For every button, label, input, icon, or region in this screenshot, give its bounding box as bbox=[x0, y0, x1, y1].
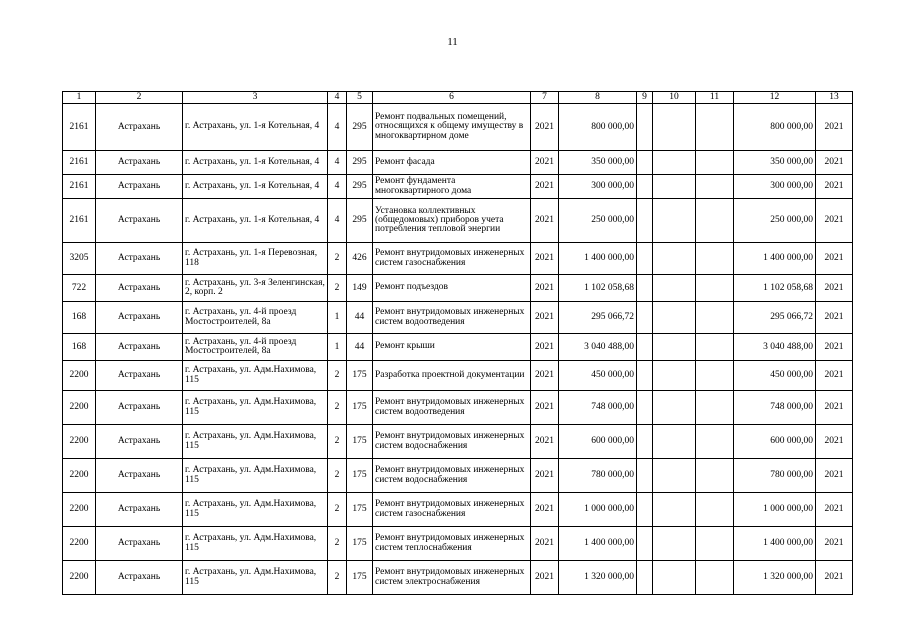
cell-object-id: 168 bbox=[63, 334, 96, 361]
table-row bbox=[63, 275, 853, 302]
cell-col9 bbox=[637, 493, 653, 527]
cell-col5: 175 bbox=[347, 561, 373, 595]
cell-end-year: 2021 bbox=[816, 561, 853, 595]
cell-col4: 2 bbox=[328, 275, 347, 302]
cell-object-id: 2200 bbox=[63, 361, 96, 391]
cell-end-year: 2021 bbox=[816, 175, 853, 199]
capital-repair-table bbox=[62, 91, 853, 595]
cell-col9 bbox=[637, 243, 653, 275]
cell-work-type: Ремонт фасада bbox=[373, 151, 531, 175]
cell-col11 bbox=[696, 151, 734, 175]
cell-address: г. Астрахань, ул. Адм.Нахимова, 115 bbox=[183, 391, 328, 425]
cell-address: г. Астрахань, ул. 3-я Зеленгинская, 2, корп. 2 bbox=[183, 275, 328, 302]
cell-year: 2021 bbox=[531, 391, 559, 425]
cell-col4: 2 bbox=[328, 561, 347, 595]
cell-col4: 2 bbox=[328, 243, 347, 275]
table-row bbox=[63, 361, 853, 391]
cell-col9 bbox=[637, 151, 653, 175]
cell-end-year: 2021 bbox=[816, 243, 853, 275]
table-row bbox=[63, 302, 853, 334]
cell-col5: 175 bbox=[347, 361, 373, 391]
cell-municipality: Астрахань bbox=[96, 561, 183, 595]
cell-col10 bbox=[653, 175, 696, 199]
table-row bbox=[63, 527, 853, 561]
table-row bbox=[63, 391, 853, 425]
cell-year: 2021 bbox=[531, 104, 559, 151]
cell-col5: 295 bbox=[347, 104, 373, 151]
cell-total: 1 000 000,00 bbox=[734, 493, 816, 527]
cell-address: г. Астрахань, ул. Адм.Нахимова, 115 bbox=[183, 493, 328, 527]
cell-municipality: Астрахань bbox=[96, 527, 183, 561]
cell-cost: 295 066,72 bbox=[559, 302, 637, 334]
cell-col11 bbox=[696, 104, 734, 151]
cell-total: 350 000,00 bbox=[734, 151, 816, 175]
table-row bbox=[63, 459, 853, 493]
cell-year: 2021 bbox=[531, 459, 559, 493]
cell-cost: 450 000,00 bbox=[559, 361, 637, 391]
cell-col5: 426 bbox=[347, 243, 373, 275]
cell-col11 bbox=[696, 527, 734, 561]
cell-year: 2021 bbox=[531, 243, 559, 275]
cell-work-type: Ремонт внутридомовых инженерных систем водоснабжения bbox=[373, 425, 531, 459]
table-row bbox=[63, 151, 853, 175]
cell-work-type: Ремонт крыши bbox=[373, 334, 531, 361]
cell-col10 bbox=[653, 425, 696, 459]
cell-col9 bbox=[637, 275, 653, 302]
cell-municipality: Астрахань bbox=[96, 175, 183, 199]
cell-address: г. Астрахань, ул. Адм.Нахимова, 115 bbox=[183, 425, 328, 459]
cell-col5: 44 bbox=[347, 334, 373, 361]
column-header-3: 3 bbox=[183, 92, 328, 104]
cell-col4: 2 bbox=[328, 425, 347, 459]
cell-end-year: 2021 bbox=[816, 275, 853, 302]
cell-object-id: 168 bbox=[63, 302, 96, 334]
header-row bbox=[63, 92, 853, 104]
cell-col5: 175 bbox=[347, 391, 373, 425]
cell-cost: 748 000,00 bbox=[559, 391, 637, 425]
cell-col11 bbox=[696, 425, 734, 459]
cell-municipality: Астрахань bbox=[96, 243, 183, 275]
cell-work-type: Разработка проектной документации bbox=[373, 361, 531, 391]
cell-object-id: 2200 bbox=[63, 493, 96, 527]
cell-cost: 1 102 058,68 bbox=[559, 275, 637, 302]
cell-work-type: Ремонт подъездов bbox=[373, 275, 531, 302]
cell-end-year: 2021 bbox=[816, 425, 853, 459]
cell-object-id: 722 bbox=[63, 275, 96, 302]
cell-work-type: Ремонт внутридомовых инженерных систем газоснабжения bbox=[373, 243, 531, 275]
cell-cost: 1 000 000,00 bbox=[559, 493, 637, 527]
cell-cost: 780 000,00 bbox=[559, 459, 637, 493]
cell-col11 bbox=[696, 561, 734, 595]
column-header-11: 11 bbox=[696, 92, 734, 104]
column-header-5: 5 bbox=[347, 92, 373, 104]
cell-total: 1 400 000,00 bbox=[734, 527, 816, 561]
cell-col9 bbox=[637, 425, 653, 459]
cell-col4: 2 bbox=[328, 361, 347, 391]
cell-col9 bbox=[637, 334, 653, 361]
cell-cost: 300 000,00 bbox=[559, 175, 637, 199]
cell-col10 bbox=[653, 302, 696, 334]
cell-total: 748 000,00 bbox=[734, 391, 816, 425]
cell-col11 bbox=[696, 175, 734, 199]
cell-work-type: Ремонт внутридомовых инженерных систем водоотведения bbox=[373, 391, 531, 425]
cell-col9 bbox=[637, 361, 653, 391]
cell-object-id: 2161 bbox=[63, 199, 96, 243]
cell-col5: 175 bbox=[347, 459, 373, 493]
table-body bbox=[63, 104, 853, 595]
cell-total: 295 066,72 bbox=[734, 302, 816, 334]
page-number: 11 bbox=[447, 36, 458, 48]
cell-year: 2021 bbox=[531, 302, 559, 334]
cell-year: 2021 bbox=[531, 561, 559, 595]
cell-year: 2021 bbox=[531, 334, 559, 361]
cell-object-id: 2200 bbox=[63, 527, 96, 561]
cell-work-type: Ремонт фундамента многоквартирного дома bbox=[373, 175, 531, 199]
table-row bbox=[63, 493, 853, 527]
cell-col5: 44 bbox=[347, 302, 373, 334]
cell-col11 bbox=[696, 243, 734, 275]
column-header-7: 7 bbox=[531, 92, 559, 104]
cell-year: 2021 bbox=[531, 425, 559, 459]
cell-municipality: Астрахань bbox=[96, 361, 183, 391]
cell-col9 bbox=[637, 302, 653, 334]
cell-end-year: 2021 bbox=[816, 334, 853, 361]
cell-end-year: 2021 bbox=[816, 459, 853, 493]
table-row bbox=[63, 425, 853, 459]
cell-col5: 295 bbox=[347, 175, 373, 199]
cell-address: г. Астрахань, ул. 1-я Котельная, 4 bbox=[183, 104, 328, 151]
cell-year: 2021 bbox=[531, 493, 559, 527]
cell-address: г. Астрахань, ул. Адм.Нахимова, 115 bbox=[183, 561, 328, 595]
cell-col9 bbox=[637, 527, 653, 561]
cell-municipality: Астрахань bbox=[96, 425, 183, 459]
cell-col11 bbox=[696, 302, 734, 334]
cell-col5: 295 bbox=[347, 151, 373, 175]
cell-address: г. Астрахань, ул. Адм.Нахимова, 115 bbox=[183, 459, 328, 493]
cell-municipality: Астрахань bbox=[96, 104, 183, 151]
cell-address: г. Астрахань, ул. Адм.Нахимова, 115 bbox=[183, 361, 328, 391]
cell-col4: 1 bbox=[328, 302, 347, 334]
column-header-4: 4 bbox=[328, 92, 347, 104]
cell-address: г. Астрахань, ул. 1-я Котельная, 4 bbox=[183, 151, 328, 175]
cell-col11 bbox=[696, 334, 734, 361]
table-row bbox=[63, 334, 853, 361]
cell-col10 bbox=[653, 493, 696, 527]
column-header-9: 9 bbox=[637, 92, 653, 104]
cell-end-year: 2021 bbox=[816, 493, 853, 527]
cell-col4: 4 bbox=[328, 175, 347, 199]
table-row bbox=[63, 243, 853, 275]
cell-col10 bbox=[653, 561, 696, 595]
cell-total: 250 000,00 bbox=[734, 199, 816, 243]
cell-address: г. Астрахань, ул. 4-й проезд Мостостроителей, 8а bbox=[183, 302, 328, 334]
cell-municipality: Астрахань bbox=[96, 459, 183, 493]
cell-cost: 3 040 488,00 bbox=[559, 334, 637, 361]
cell-col10 bbox=[653, 199, 696, 243]
cell-col5: 175 bbox=[347, 493, 373, 527]
cell-object-id: 2161 bbox=[63, 175, 96, 199]
cell-col11 bbox=[696, 391, 734, 425]
table-row bbox=[63, 561, 853, 595]
cell-col9 bbox=[637, 561, 653, 595]
cell-municipality: Астрахань bbox=[96, 493, 183, 527]
column-header-13: 13 bbox=[816, 92, 853, 104]
cell-municipality: Астрахань bbox=[96, 151, 183, 175]
cell-col10 bbox=[653, 361, 696, 391]
cell-cost: 1 400 000,00 bbox=[559, 243, 637, 275]
cell-work-type: Установка коллективных (общедомовых) приборов учета потребления тепловой энергии bbox=[373, 199, 531, 243]
cell-col10 bbox=[653, 527, 696, 561]
table-row bbox=[63, 104, 853, 151]
cell-col4: 2 bbox=[328, 459, 347, 493]
cell-total: 800 000,00 bbox=[734, 104, 816, 151]
column-header-12: 12 bbox=[734, 92, 816, 104]
cell-total: 1 320 000,00 bbox=[734, 561, 816, 595]
cell-total: 1 400 000,00 bbox=[734, 243, 816, 275]
cell-col9 bbox=[637, 391, 653, 425]
cell-col4: 2 bbox=[328, 391, 347, 425]
cell-address: г. Астрахань, ул. 1-я Перевозная, 118 bbox=[183, 243, 328, 275]
cell-object-id: 2161 bbox=[63, 104, 96, 151]
cell-year: 2021 bbox=[531, 275, 559, 302]
column-header-8: 8 bbox=[559, 92, 637, 104]
cell-object-id: 2200 bbox=[63, 561, 96, 595]
cell-col5: 175 bbox=[347, 425, 373, 459]
cell-col10 bbox=[653, 275, 696, 302]
cell-year: 2021 bbox=[531, 151, 559, 175]
cell-end-year: 2021 bbox=[816, 199, 853, 243]
cell-end-year: 2021 bbox=[816, 361, 853, 391]
cell-col11 bbox=[696, 493, 734, 527]
cell-total: 300 000,00 bbox=[734, 175, 816, 199]
cell-col4: 4 bbox=[328, 199, 347, 243]
cell-end-year: 2021 bbox=[816, 104, 853, 151]
cell-work-type: Ремонт подвальных помещений, относящихся к общему имуществу в многоквартирном доме bbox=[373, 104, 531, 151]
cell-col11 bbox=[696, 361, 734, 391]
cell-col4: 4 bbox=[328, 151, 347, 175]
cell-work-type: Ремонт внутридомовых инженерных систем теплоснабжения bbox=[373, 527, 531, 561]
cell-col11 bbox=[696, 275, 734, 302]
cell-cost: 250 000,00 bbox=[559, 199, 637, 243]
cell-object-id: 2161 bbox=[63, 151, 96, 175]
cell-municipality: Астрахань bbox=[96, 334, 183, 361]
cell-total: 450 000,00 bbox=[734, 361, 816, 391]
cell-municipality: Астрахань bbox=[96, 302, 183, 334]
cell-cost: 1 400 000,00 bbox=[559, 527, 637, 561]
cell-col11 bbox=[696, 199, 734, 243]
cell-address: г. Астрахань, ул. 1-я Котельная, 4 bbox=[183, 199, 328, 243]
column-header-6: 6 bbox=[373, 92, 531, 104]
cell-col5: 175 bbox=[347, 527, 373, 561]
cell-col9 bbox=[637, 104, 653, 151]
cell-object-id: 2200 bbox=[63, 425, 96, 459]
cell-total: 780 000,00 bbox=[734, 459, 816, 493]
cell-total: 600 000,00 bbox=[734, 425, 816, 459]
cell-col9 bbox=[637, 199, 653, 243]
cell-year: 2021 bbox=[531, 199, 559, 243]
cell-cost: 800 000,00 bbox=[559, 104, 637, 151]
cell-address: г. Астрахань, ул. 1-я Котельная, 4 bbox=[183, 175, 328, 199]
cell-total: 3 040 488,00 bbox=[734, 334, 816, 361]
cell-end-year: 2021 bbox=[816, 151, 853, 175]
cell-col9 bbox=[637, 175, 653, 199]
cell-year: 2021 bbox=[531, 175, 559, 199]
cell-object-id: 2200 bbox=[63, 459, 96, 493]
cell-col10 bbox=[653, 391, 696, 425]
cell-end-year: 2021 bbox=[816, 527, 853, 561]
column-header-10: 10 bbox=[653, 92, 696, 104]
cell-object-id: 3205 bbox=[63, 243, 96, 275]
table-row bbox=[63, 199, 853, 243]
cell-municipality: Астрахань bbox=[96, 199, 183, 243]
cell-object-id: 2200 bbox=[63, 391, 96, 425]
cell-col5: 149 bbox=[347, 275, 373, 302]
cell-col4: 1 bbox=[328, 334, 347, 361]
cell-col11 bbox=[696, 459, 734, 493]
cell-col10 bbox=[653, 151, 696, 175]
cell-cost: 1 320 000,00 bbox=[559, 561, 637, 595]
cell-col10 bbox=[653, 104, 696, 151]
cell-cost: 600 000,00 bbox=[559, 425, 637, 459]
cell-col9 bbox=[637, 459, 653, 493]
cell-work-type: Ремонт внутридомовых инженерных систем газоснабжения bbox=[373, 493, 531, 527]
cell-end-year: 2021 bbox=[816, 391, 853, 425]
cell-municipality: Астрахань bbox=[96, 391, 183, 425]
cell-col4: 2 bbox=[328, 527, 347, 561]
cell-col5: 295 bbox=[347, 199, 373, 243]
cell-total: 1 102 058,68 bbox=[734, 275, 816, 302]
cell-address: г. Астрахань, ул. Адм.Нахимова, 115 bbox=[183, 527, 328, 561]
cell-address: г. Астрахань, ул. 4-й проезд Мостостроителей, 8а bbox=[183, 334, 328, 361]
cell-work-type: Ремонт внутридомовых инженерных систем водоотведения bbox=[373, 302, 531, 334]
cell-cost: 350 000,00 bbox=[559, 151, 637, 175]
column-header-1: 1 bbox=[63, 92, 96, 104]
cell-year: 2021 bbox=[531, 361, 559, 391]
cell-year: 2021 bbox=[531, 527, 559, 561]
column-header-2: 2 bbox=[96, 92, 183, 104]
cell-end-year: 2021 bbox=[816, 302, 853, 334]
cell-municipality: Астрахань bbox=[96, 275, 183, 302]
cell-col10 bbox=[653, 243, 696, 275]
cell-col10 bbox=[653, 334, 696, 361]
table-row bbox=[63, 175, 853, 199]
cell-col4: 4 bbox=[328, 104, 347, 151]
cell-col10 bbox=[653, 459, 696, 493]
cell-work-type: Ремонт внутридомовых инженерных систем электроснабжения bbox=[373, 561, 531, 595]
cell-col4: 2 bbox=[328, 493, 347, 527]
cell-work-type: Ремонт внутридомовых инженерных систем водоснабжения bbox=[373, 459, 531, 493]
